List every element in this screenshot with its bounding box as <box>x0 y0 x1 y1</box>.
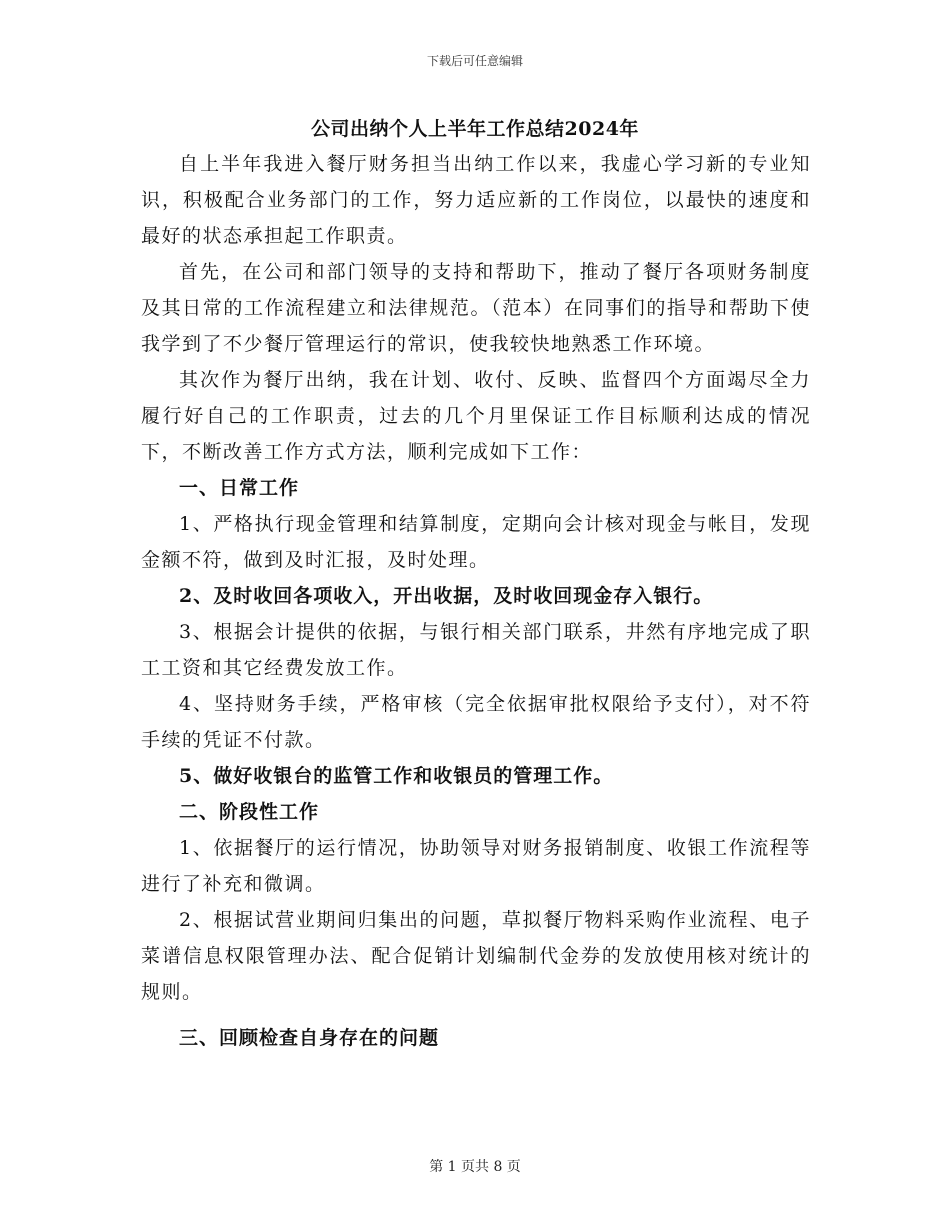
document-body <box>141 146 811 1056</box>
paragraph-intro: 自上半年我进入餐厅财务担当出纳工作以来，我虚心学习新的专业知识，积极配合业务部门的工作，努力适应新的工作岗位，以最快的速度和最好的状态承担起工作职责。 <box>141 153 811 247</box>
section-heading-review: 三、回顾检查自身存在的问题 <box>179 1027 440 1049</box>
list-item-5: 5、做好收银台的监管工作和收银员的管理工作。 <box>179 765 614 787</box>
phase-item-2: 2、根据试营业期间归集出的问题，草拟餐厅物料采购作业流程、电子菜谱信息权限管理办法、配合促销计划编制代金券的发放使用核对统计的规则。 <box>141 909 811 1003</box>
header-note: 下载后可任意编辑 <box>426 54 523 68</box>
document-title: 公司出纳个人上半年工作总结2024年 <box>311 118 639 140</box>
paragraph-first: 首先，在公司和部门领导的支持和帮助下，推动了餐厅各项财务制度及其日常的工作流程建立和法律规范。（范本）在同事们的指导和帮助下使我学到了不少餐厅管理运行的常识，使我较快地熟悉工作环境。 <box>141 261 811 355</box>
section-heading-phase-work: 二、阶段性工作 <box>179 801 320 823</box>
list-item-4: 4、坚持财务手续，严格审核（完全依据审批权限给予支付），对不符手续的凭证不付款。 <box>141 693 811 751</box>
list-item-2: 2、及时收回各项收入，开出收据，及时收回现金存入银行。 <box>179 585 714 607</box>
list-item-3: 3、根据会计提供的依据，与银行相关部门联系，井然有序地完成了职工工资和其它经费发放工作。 <box>141 621 811 679</box>
section-heading-daily-work: 一、日常工作 <box>179 477 300 499</box>
paragraph-second: 其次作为餐厅出纳，我在计划、收付、反映、监督四个方面竭尽全力履行好自己的工作职责，过去的几个月里保证工作目标顺利达成的情况下，不断改善工作方式方法，顺利完成如下工作： <box>141 369 811 463</box>
page-footer: 第 1 页共 8 页 <box>429 1159 521 1175</box>
list-item-1: 1、严格执行现金管理和结算制度，定期向会计核对现金与帐目，发现金额不符，做到及时汇报，及时处理。 <box>141 513 811 571</box>
phase-item-1: 1、依据餐厅的运行情况，协助领导对财务报销制度、收银工作流程等进行了补充和微调。 <box>141 837 811 895</box>
